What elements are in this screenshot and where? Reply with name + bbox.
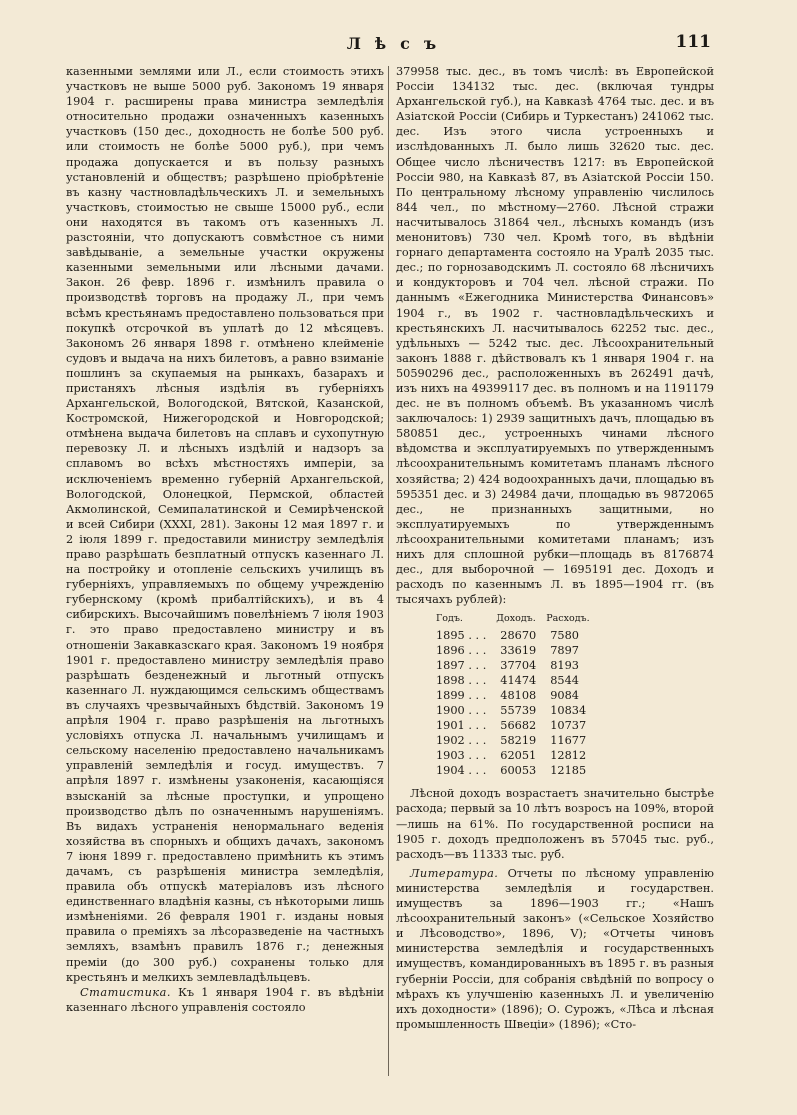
- table-header-row: [436, 611, 600, 628]
- cell-expense: 7580: [550, 629, 579, 643]
- paragraph-statistics: [66, 985, 384, 1015]
- column-divider: [388, 66, 389, 1076]
- table-row: [436, 628, 600, 643]
- table-row: [436, 703, 600, 718]
- left-column: [66, 64, 384, 1015]
- table-row: [436, 733, 600, 748]
- header-income: Доходъ.: [496, 613, 536, 625]
- cell-year: 1901 . . .: [436, 719, 487, 733]
- cell-expense: 10834: [550, 704, 587, 718]
- cell-expense: 8193: [550, 659, 579, 673]
- literature-text: Отчеты по лѣсному управленію министерства земледѣлія и государствен. имуществъ за 1896—1903 гг.; «Нашъ лѣсоохранительный законъ» («Сельское Хозяйство и Лѣсоводство», 1896, V); «Отчеты чиновъ министерства земледѣлія и государственныхъ имуществъ, командированныхъ въ 1895 г. въ разныя губерніи Россіи, для собранія свѣдѣній по вопросу о мѣрахъ къ улучшенію казенныхъ Л. и увеличенію ихъ доходности» (1896); О. Сурожъ, «Лѣса и лѣсная промышленность Швеціи» (1896); «Сто-: [396, 866, 715, 1031]
- cell-income: 62051: [500, 749, 537, 763]
- cell-expense: 12812: [550, 749, 587, 763]
- cell-expense: 9084: [550, 689, 579, 703]
- table-row: [436, 643, 600, 658]
- cell-income: 37704: [500, 659, 537, 673]
- cell-expense: 12185: [550, 764, 587, 778]
- right-column: [396, 64, 714, 1032]
- cell-income: 48108: [500, 689, 537, 703]
- cell-year: 1899 . . .: [436, 689, 487, 703]
- paragraph-revenue-growth: Лѣсной доходъ возрастаетъ значительно быстрѣе расхода; первый за 10 лѣтъ возросъ на 109%, второй—лишь на 61%. По государственной росписи на 1905 г. доходъ предположенъ въ 57045 тыс. руб., расходъ—въ 11333 тыс. руб.: [396, 787, 714, 861]
- cell-expense: 7897: [550, 644, 579, 658]
- table-row: [436, 748, 600, 763]
- table-row: [436, 658, 600, 673]
- cell-expense: 8544: [550, 674, 579, 688]
- cell-expense: 11677: [550, 734, 587, 748]
- cell-year: 1900 . . .: [436, 704, 487, 718]
- statistics-heading: Статистика.: [80, 985, 171, 999]
- cell-income: 55739: [500, 704, 537, 718]
- statistics-text: Къ 1 января 1904 г. въ вѣдѣніи казеннаго лѣсного управленія состояло: [66, 985, 384, 1014]
- cell-income: 56682: [500, 719, 537, 733]
- header-year: Годъ.: [436, 613, 463, 625]
- page-number: 111: [675, 32, 711, 52]
- cell-year: 1903 . . .: [436, 749, 487, 763]
- table-row: [436, 688, 600, 703]
- paragraph-statistics-cont: 379958 тыс. дес., въ томъ числѣ: въ Европейской Россіи 134132 тыс. дес. (включая тундры Архангельской губ.), на Кавказѣ 4764 тыс. дес. и въ Азіатской Россіи (Сибирь и Туркестанъ) 241062 тыс. дес. Изъ этого числа устроенныхъ и изслѣдованныхъ Л. было лишь 32620 тыс. дес. Общее число лѣсничествъ 1217: въ Европейской Россіи 980, на Кавказѣ 87, въ Азіатской Россіи 150. По центральному лѣсному управленію числилось 844 чел., по мѣстному—2760. Лѣсной стражи насчитывалось 31864 чел., лѣсныхъ командъ (изъ менонитовъ) 730 чел. Кромѣ того, въ вѣдѣніи горнаго департамента состояло на Уралѣ 2035 тыс. дес.; по горнозаводскимъ Л. состояло 68 лѣсничихъ и кондукторовъ и 704 чел. лѣсной стражи. По даннымъ «Ежегодника Министерства Финансовъ» 1904 г., въ 1902 г. частновладѣльческихъ и крестьянскихъ Л. насчитывалось 62252 тыс. дес., удѣльныхъ — 5242 тыс. дес. Лѣсоохранительный законъ 1888 г. дѣйствовалъ къ 1 января 1904 г. на 50590296 дес., расположенныхъ въ 262491 дачѣ, изъ нихъ на 49399117 дес. въ полномъ и на 1191179 дес. не въ полномъ объемѣ. Въ указанномъ числѣ заключалось: 1) 2939 защитныхъ дачъ, площадью въ 580851 дес., устроенныхъ чинами лѣсного вѣдомства и эксплуатируемыхъ по утвержденнымъ лѣсоохранительнымъ комитетамъ планамъ лѣсного хозяйства; 2) 424 водоохранныхъ дачи, площадью въ 595351 дес. и 3) 24984 дачи, площадью въ 9872065 дес., не признанныхъ защитными, но эксплуатируемыхъ по утвержденнымъ лѣсоохранительными комитетами планамъ; изъ нихъ для сплошной рубки—площадь въ 8176874 дес., для выборочной — 1695191 дес. Доходъ и расходъ по казеннымъ Л. въ 1895—1904 гг. (въ тысячахъ рублей):: [396, 65, 714, 607]
- cell-income: 33619: [500, 644, 537, 658]
- cell-expense: 10737: [550, 719, 587, 733]
- paragraph-literature: [396, 866, 714, 1032]
- cell-year: 1904 . . .: [436, 764, 487, 778]
- cell-income: 58219: [500, 734, 537, 748]
- header-expense: Расходъ.: [546, 613, 590, 625]
- literature-heading: Литература.: [410, 866, 499, 880]
- cell-year: 1898 . . .: [436, 674, 487, 688]
- running-head: Лѣсъ: [346, 34, 451, 53]
- cell-year: 1902 . . .: [436, 734, 487, 748]
- cell-year: 1896 . . .: [436, 644, 487, 658]
- cell-income: 28670: [500, 629, 537, 643]
- table-row: [436, 673, 600, 688]
- income-expense-table: [436, 611, 600, 778]
- table-row: [436, 718, 600, 733]
- cell-year: 1895 . . .: [436, 629, 487, 643]
- cell-year: 1897 . . .: [436, 659, 487, 673]
- cell-income: 41474: [500, 674, 537, 688]
- table-row: [436, 763, 600, 778]
- paragraph-legislation: казенными землями или Л., если стоимость этихъ участковъ не выше 5000 руб. Закономъ 19 января 1904 г. расширены права министра земледѣлія относительно продажи означенныхъ казенныхъ участковъ (150 дес., доходность не болѣе 500 руб. или стоимость не болѣе 5000 руб.), при чемъ продажа допускается и въ пользу разныхъ установленій и обществъ; разрѣшено пріобрѣтеніе въ казну частновладѣльческихъ Л. и земельныхъ участковъ, стоимостью не свыше 15000 руб., если они находятся въ такомъ отъ казенныхъ Л. разстояніи, что допускаютъ совмѣстное съ ними завѣдываніе, а земельные участки окружены казенными земельными или лѣсными дачами. Закон. 26 февр. 1896 г. измѣнилъ правила о производствѣ торговъ на продажу Л., при чемъ всѣмъ крестьянамъ предоставлено пользоваться при покупкѣ отсрочкой въ уплатѣ до 12 мѣсяцевъ. Закономъ 26 января 1898 г. отмѣнено клейменіе судовъ и выдача на нихъ билетовъ, а равно взиманіе пошлинъ за скупаемыя на рынкахъ, базарахъ и пристаняхъ лѣсныя издѣлія въ губерніяхъ Архангельской, Вологодской, Вятской, Казанской, Костромской, Нижегородской и Новгородской; отмѣнена выдача билетовъ на сплавъ и сухопутную перевозку Л. и лѣсныхъ издѣлій и надзоръ за сплавомъ во всѣхъ мѣстностяхъ имперіи, за исключеніемъ временно губерній Архангельской, Вологодской, Олонецкой, Пермской, областей Акмолинской, Семипалатинской и Семирѣченской и всей Сибири (XXXI, 281). Законы 12 мая 1897 г. и 2 іюля 1899 г. предоставили министру земледѣлія право разрѣшать безплатный отпускъ казеннаго Л. на постройку и отопленіе сельскихъ училищъ въ губерніяхъ, управляемыхъ по общему учрежденію губернскому (кромѣ прибалтійскихъ), и въ 4 сибирскихъ. Высочайшимъ повелѣніемъ 7 іюля 1903 г. это право предоставлено министру и въ отношеніи Закавказскаго края. Закономъ 19 ноября 1901 г. предоставлено министру земледѣлія право разрѣшать безденежный и льготный отпускъ казеннаго Л. нуждающимся сельскимъ обществамъ въ случаяхъ чрезвычайныхъ бѣдствій. Закономъ 19 апрѣля 1904 г. право разрѣшенія на льготныхъ условіяхъ отпуска Л. начальнымъ училищамъ и сельскому населенію предоставлено начальникамъ управленій земледѣлія и госуд. имуществъ. 7 апрѣля 1897 г. измѣнены узаконенія, касающіяся взысканій за лѣсные проступки, и упрощено производство дѣлъ по означеннымъ нарушеніямъ. Въ видахъ устраненія ненормальнаго веденія хозяйства въ спорныхъ и общихъ дачахъ, закономъ 7 іюня 1899 г. предоставлено примѣнить къ этимъ дачамъ, съ разрѣшенія министра земледѣлія, правила объ отпускѣ матеріаловъ изъ лѣсного единственнаго владѣнія казны, съ нѣкоторыми лишь измѣненіями. 26 февраля 1901 г. изданы новыя правила о преміяхъ за лѣсоразведеніе на частныхъ земляхъ, взамѣнъ правилъ 1876 г.; денежныя преміи (до 300 руб.) сохранены только для крестьянъ и мелкихъ землевладѣльцевъ.: [66, 65, 384, 984]
- cell-income: 60053: [500, 764, 537, 778]
